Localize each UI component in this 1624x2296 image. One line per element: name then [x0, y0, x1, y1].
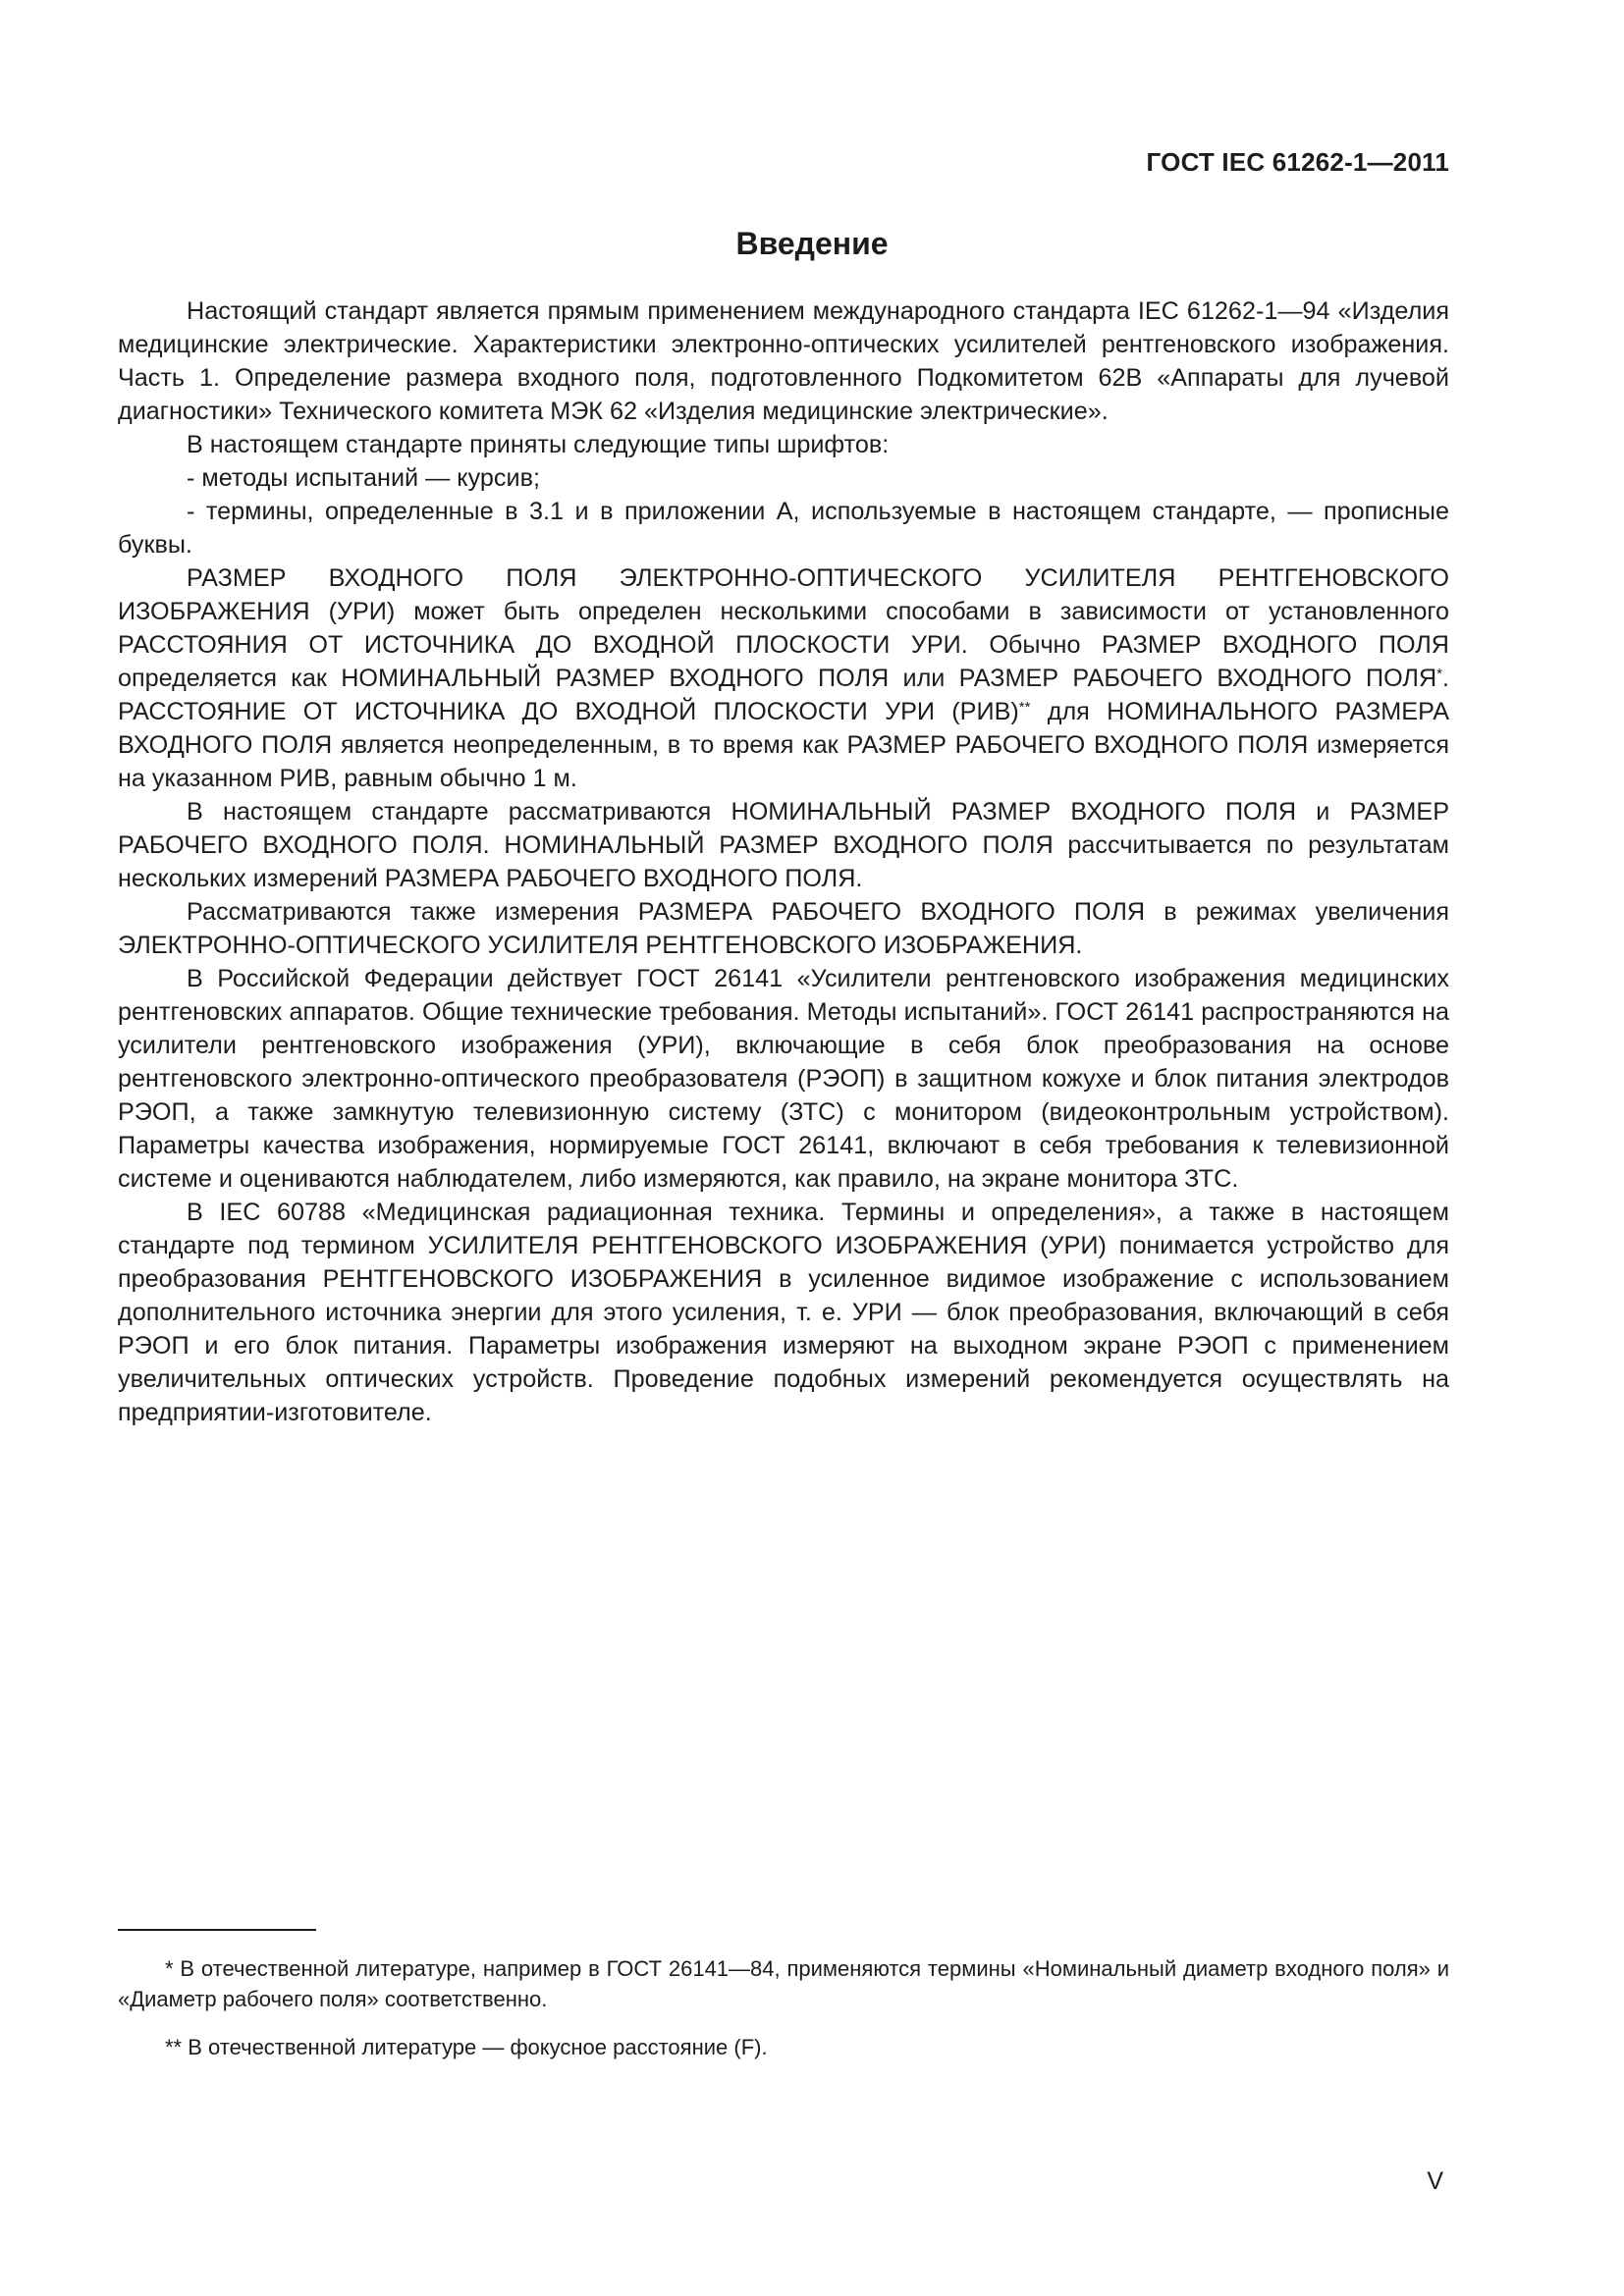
section-title: Введение: [735, 226, 889, 261]
footnote-marker-2: **: [1018, 699, 1031, 716]
footnote-2-text: ** В отечественной литературе — фокусное расстояние (F).: [165, 2035, 768, 2059]
page-number: V: [1427, 2167, 1443, 2195]
paragraph-6: В Российской Федерации действует ГОСТ 26141 «Усилители рентгеновского изображения медицинских рентгеновских аппаратов. Общие технические требования. Методы испытаний». ГОСТ 26141 распространяются на усилители рентгеновского изображения (УРИ), включающие в себя блок преобразования на основе рентгеновского электронно-оптического преобразователя (РЭОП) в защитном кожухе и блок питания электродов РЭОП, а также замкнутую телевизионную систему (ЗТС) с монитором (видеоконтрольным устройством). Параметры качества изображения, нормируемые ГОСТ 26141, включают в себя требования к телевизионной системе и оцениваются наблюдателем, либо измеряются, как правило, на экране монитора ЗТС.: [118, 965, 1449, 1193]
document-code: ГОСТ IEC 61262-1—2011: [1146, 147, 1449, 177]
paragraph-3-part-a: РАЗМЕР ВХОДНОГО ПОЛЯ ЭЛЕКТРОННО-ОПТИЧЕСКОГО УСИЛИТЕЛЯ РЕНТГЕНОВСКОГО ИЗОБРАЖЕНИЯ (УРИ) может быть определен несколькими способами в зависимости от установленного РАССТОЯНИЯ ОТ ИСТОЧНИКА ДО ВХОДНОЙ ПЛОСКОСТИ УРИ. Обычно РАЗМЕР ВХОДНОГО ПОЛЯ определяется как НОМИНАЛЬНЫЙ РАЗМЕР ВХОДНОГО ПОЛЯ или РАЗМЕР РАБОЧЕГО ВХОДНОГО ПОЛЯ: [118, 564, 1449, 692]
paragraph-5: Рассматриваются также измерения РАЗМЕРА РАБОЧЕГО ВХОДНОГО ПОЛЯ в режимах увеличения ЭЛЕКТРОННО-ОПТИЧЕСКОГО УСИЛИТЕЛЯ РЕНТГЕНОВСКОГО ИЗОБРАЖЕНИЯ.: [118, 898, 1449, 959]
paragraph-3-part-b: . РАССТОЯНИЕ ОТ ИСТОЧНИКА ДО ВХОДНОЙ ПЛОСКОСТИ УРИ (РИВ): [118, 665, 1449, 725]
list-item-italic: - методы испытаний — курсив;: [187, 464, 540, 492]
paragraph-4: В настоящем стандарте рассматриваются НОМИНАЛЬНЫЙ РАЗМЕР ВХОДНОГО ПОЛЯ и РАЗМЕР РАБОЧЕГО ВХОДНОГО ПОЛЯ. НОМИНАЛЬНЫЙ РАЗМЕР ВХОДНОГО ПОЛЯ рассчитывается по результатам нескольких измерений РАЗМЕРА РАБОЧЕГО ВХОДНОГО ПОЛЯ.: [118, 798, 1449, 892]
paragraph-3-part-c: для НОМИНАЛЬНОГО РАЗМЕРА ВХОДНОГО ПОЛЯ является неопределенным, в то время как РАЗМЕР РАБОЧЕГО ВХОДНОГО ПОЛЯ измеряется на указанном РИВ, равным обычно 1 м.: [118, 698, 1449, 792]
paragraph-7: В IEC 60788 «Медицинская радиационная техника. Термины и определения», а также в настоящем стандарте под термином УСИЛИТЕЛЯ РЕНТГЕНОВСКОГО ИЗОБРАЖЕНИЯ (УРИ) понимается устройство для преобразования РЕНТГЕНОВСКОГО ИЗОБРАЖЕНИЯ в усиленное видимое изображение с использованием дополнительного источника энергии для этого усиления, т. е. УРИ — блок преобразования, включающий в себя РЭОП и его блок питания. Параметры изображения измеряют на выходном экране РЭОП с применением увеличительных оптических устройств. Проведение подобных измерений рекомендуется осуществлять на предприятии-изготовителе.: [118, 1199, 1449, 1426]
footnote-marker-1: *: [1436, 666, 1442, 682]
paragraph-2: В настоящем стандарте приняты следующие типы шрифтов:: [187, 431, 890, 458]
list-item-caps: - термины, определенные в 3.1 и в приложении А, используемые в настоящем стандарте, — прописные буквы.: [118, 498, 1449, 559]
footnote-2: [118, 2032, 1449, 2062]
introduction-body: [118, 294, 1449, 1429]
paragraph-1: Настоящий стандарт является прямым применением международного стандарта IEC 61262-1—94 «Изделия медицинские электрические. Характеристики электронно-оптических усилителей рентгеновского изображения. Часть 1. Определение размера входного поля, подготовленного Подкомитетом 62В «Аппараты для лучевой диагностики» Технического комитета МЭК 62 «Изделия медицинские электрические».: [118, 297, 1449, 425]
footnote-1: [118, 1953, 1449, 2014]
footnote-divider: [118, 1929, 316, 1931]
footnote-1-text: * В отечественной литературе, например в ГОСТ 26141—84, применяются термины «Номинальный диаметр входного поля» и «Диаметр рабочего поля» соответственно.: [118, 1956, 1449, 2011]
paragraph-3: [118, 561, 1449, 795]
